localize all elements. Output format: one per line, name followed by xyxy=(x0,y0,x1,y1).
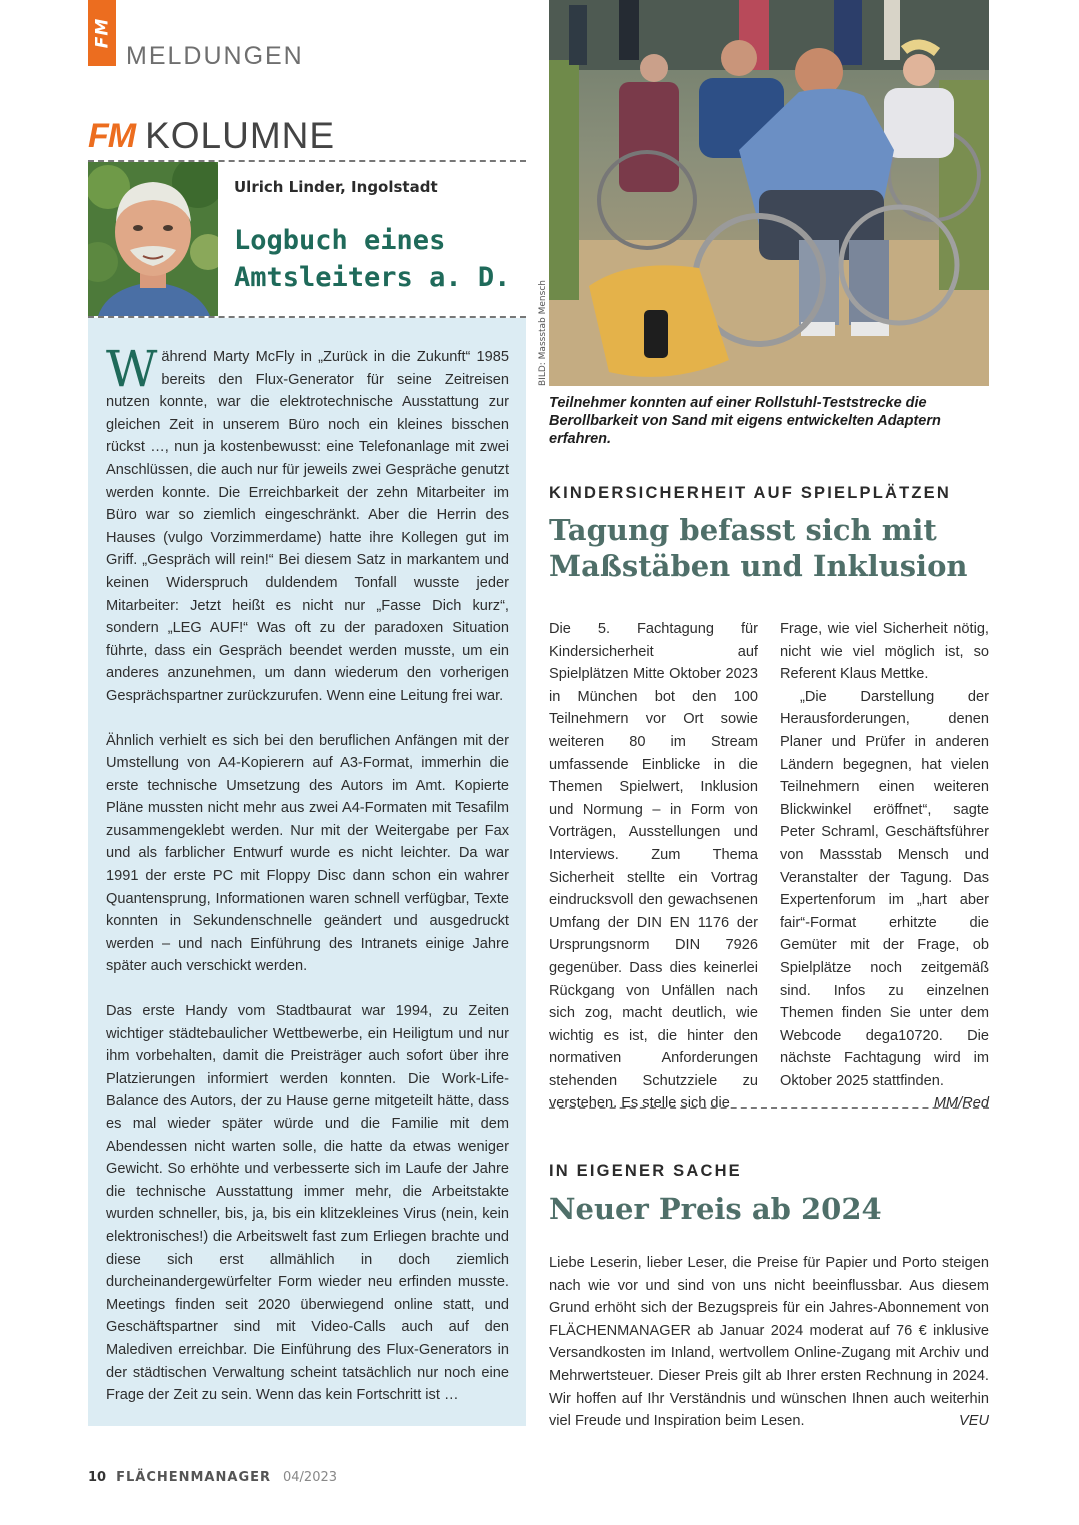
section-tab xyxy=(88,0,116,66)
column-label: KOLUMNE xyxy=(145,115,336,156)
article-1-column-2-para-2 xyxy=(780,686,989,1112)
section-label: MELDUNGEN xyxy=(126,42,304,70)
dropcap: W xyxy=(106,340,158,398)
article-1-column-2 xyxy=(780,618,989,1115)
event-photo xyxy=(549,0,989,386)
magazine-name: FLÄCHENMANAGER xyxy=(116,1470,271,1485)
article-1-signature: MM/Red xyxy=(933,1095,989,1112)
column-logo: FM xyxy=(88,116,136,155)
article-1-headline-line2: Maßstäben und Inklusion xyxy=(549,549,968,583)
column-paragraph-3: Das erste Handy vom Stadtbaurat war 1994, zu Zeiten wichtiger städtebaulicher Wettbewerbe, ein Heiligtum und nur ihm vorbehalten, damit die Preisträger auch sofort über ihre Platzierungen informiert werden konnten. Die Work-Life-Balance des Autors, der zu Hause gerne mitgeteilt hätte, dass es mal wieder später würde und die Familie mit dem Abendessen nicht warten solle, die hatte da etwas weniger Gewicht. So erhöhte und verbesserte sich im Laufe der Jahre die technische Ausstattung immer mehr, die Arbeitstakte wurden schneller, bis, ja, bis ein klitzekleines Virus (nein, kein elektronisches!) die Arbeitswelt fast zum Erliegen brachte und diese sich erst allmählich in doch ziemlich durcheinandergewürfelter Form wieder neu erfinden musste. Meetings finden seit 2020 überwiegend online statt, und Geschäftspartner sind mit Video-Calls auch auf den Malediven erreichbar. Die Einführung des Flux-Generators in der städtischen Verwaltung scheint tatsächlich nur noch eine Frage der Zeit zu sein. Wenn das kein Fortschritt ist … xyxy=(106,1003,509,1404)
article-1-kicker: KINDERSICHERHEIT AUF SPIELPLÄTZEN xyxy=(549,484,952,502)
column-headline-line2: Amtsleiters a. D. xyxy=(234,262,511,293)
column-headline xyxy=(234,222,524,296)
article-1-body xyxy=(549,618,989,1115)
column-paragraph-2: Ähnlich verhielt es sich bei den beruflichen Anfängen mit der Umstellung von A4-Kopierern auf A3-Format, immerhin die erste technische Umsetzung des Autors im Amt. Kopierte Pläne mussten nicht mehr aus zwei A4-Formaten mit Tesafilm zusammengeklebt werden. Nur mit der Weitergabe per Fax und als farblicher Entwurf wurde es nicht leichter. Da war 1991 der erste PC mit Floppy Disc dann schon ein wahrer Quantensprung, Informationen waren schnell verfügbar, Texte konnten in Sekundenschnelle geändert und ausgedruckt werden – und nach Einführung des Intranets einige Jahre später auch verschickt werden. xyxy=(106,732,509,975)
article-2-body-text: Liebe Leserin, lieber Leser, die Preise für Papier und Porto steigen nach wie vor und sind von uns nicht beeinflussbar. Aus diesem Grund erhöht sich der Bezugspreis für ein Jahres-Abonnement von FLÄCHENMANAGER ab Januar 2024 moderat auf 76 € inklusive Versandkosten im Inland, wertvollem Online-Zugang mit Archiv und Mehrwertsteuer. Dieser Preis gilt ab Ihrer ersten Rechnung in 2024. Wir hoffen auf Ihr Verständnis und wünschen Ihnen auch weiterhin viel Freude und Inspiration beim Lesen. xyxy=(549,1255,989,1430)
author-portrait xyxy=(88,162,218,316)
column-paragraph-1 xyxy=(106,340,509,708)
photo-credit: BILD: Massstab Mensch xyxy=(538,280,548,386)
article-1-column-2-para-2-text: „Die Darstellung der Herausforderungen, denen Planer und Prüfer in anderen Ländern begegnen, hat vielen Teilnehmern einen weiteren Blickwinkel eröffnet“, sagte Peter Schraml, Geschäftsführer von Massstab Mensch und Veranstalter der Tagung. Das Expertenforum im „hart aber fair“-Format erhitzte die Gemüter mit der Frage, ob Spielplätze noch zeitgemäß sind. Infos zu einzelnen Themen finden Sie unter dem Webcode dega10720. Die nächste Fachtagung wird im Oktober 2025 stattfinden. xyxy=(780,688,989,1089)
article-1-column-2-para-1: Frage, wie viel Sicherheit nötig, nicht wie viel möglich ist, so Referent Klaus Mettke. xyxy=(780,621,989,683)
column-title xyxy=(88,112,335,160)
article-divider xyxy=(549,1107,989,1109)
section-tab-label: FM xyxy=(92,17,112,49)
column-author: Ulrich Linder, Ingolstadt xyxy=(234,178,438,196)
article-2-headline: Neuer Preis ab 2024 xyxy=(549,1192,882,1226)
page-footer xyxy=(88,1470,337,1485)
article-2-body xyxy=(549,1252,989,1433)
column-text xyxy=(106,340,509,1429)
article-1-headline xyxy=(549,512,968,584)
article-2-signature: VEU xyxy=(958,1413,989,1430)
photo-caption: Teilnehmer konnten auf einer Rollstuhl-Teststrecke die Berollbarkeit von Sand mit eigens entwickelten Adaptern erfahren. xyxy=(549,395,941,447)
article-1-column-1 xyxy=(549,618,758,1115)
article-2-kicker: IN EIGENER SACHE xyxy=(549,1162,742,1180)
article-1-column-1-text: Die 5. Fachtagung für Kindersicherheit auf Spielplätzen Mitte Oktober 2023 in München bot den 100 Teilnehmern vor Ort sowie weiteren 80 im Stream umfassende Einblicke in die Themen Spielwert, Inklusion und Normung – in Form von Vorträgen, Ausstellungen und Interviews. Zum Thema Sicherheit stellte ein Vortrag eindrucksvoll den gewachsenen Umfang der DIN EN 1176 der Ursprungsnorm DIN 7926 gegenüber. Dass dies keinerlei Rückgang von Unfällen nach sich zog, macht deutlich, wie wichtig es ist, die hinter den normativen Anforderungen stehenden Schutzziele zu verstehen. Es stelle sich die xyxy=(549,621,758,1112)
article-1-headline-line1: Tagung befasst sich mit xyxy=(549,513,937,547)
column-headline-line1: Logbuch eines xyxy=(234,225,446,256)
page-number: 10 xyxy=(88,1470,107,1485)
column-body xyxy=(88,318,526,1426)
column-paragraph-1-text: ährend Marty McFly in „Zurück in die Zukunft“ 1985 bereits den Flux-Generator für seine Zeitreisen nutzen konnte, war die elektrotechnische Ausstattung zur gleichen Zeit in unserem Büro noch ein kleines bisschen rückst …, nun ja kostenbewusst: eine Telefonanlage mit zwei Anschlüssen, die auch nur für jeweils zwei Gespräche genutzt werden konnte. Die Erreichbarkeit der zehn Mitarbeiter im Büro war so ziemlich eingeschränkt. Aber die Herrin des Hauses (vulgo Vorzimmerdame) hatte ihre Kollegen gut im Griff. „Gespräch will rein!“ Bei diesem Satz in markantem und keinen Widerspruch duldendem Tonfall wusste jeder Mitarbeiter: Jetzt heißt es nicht nur „Fasse Dich kurz“, sondern „LEG AUF!“ Was oft zu der paradoxen Situation führte, dass ein Gespräch beendet werden musste, um ein anderes anzunehmen, um dann wiederum den vorherigen Gesprächspartner zurückzurufen. Wenn eine Leitung frei war. xyxy=(106,349,509,704)
issue-number: 04/2023 xyxy=(283,1470,338,1485)
